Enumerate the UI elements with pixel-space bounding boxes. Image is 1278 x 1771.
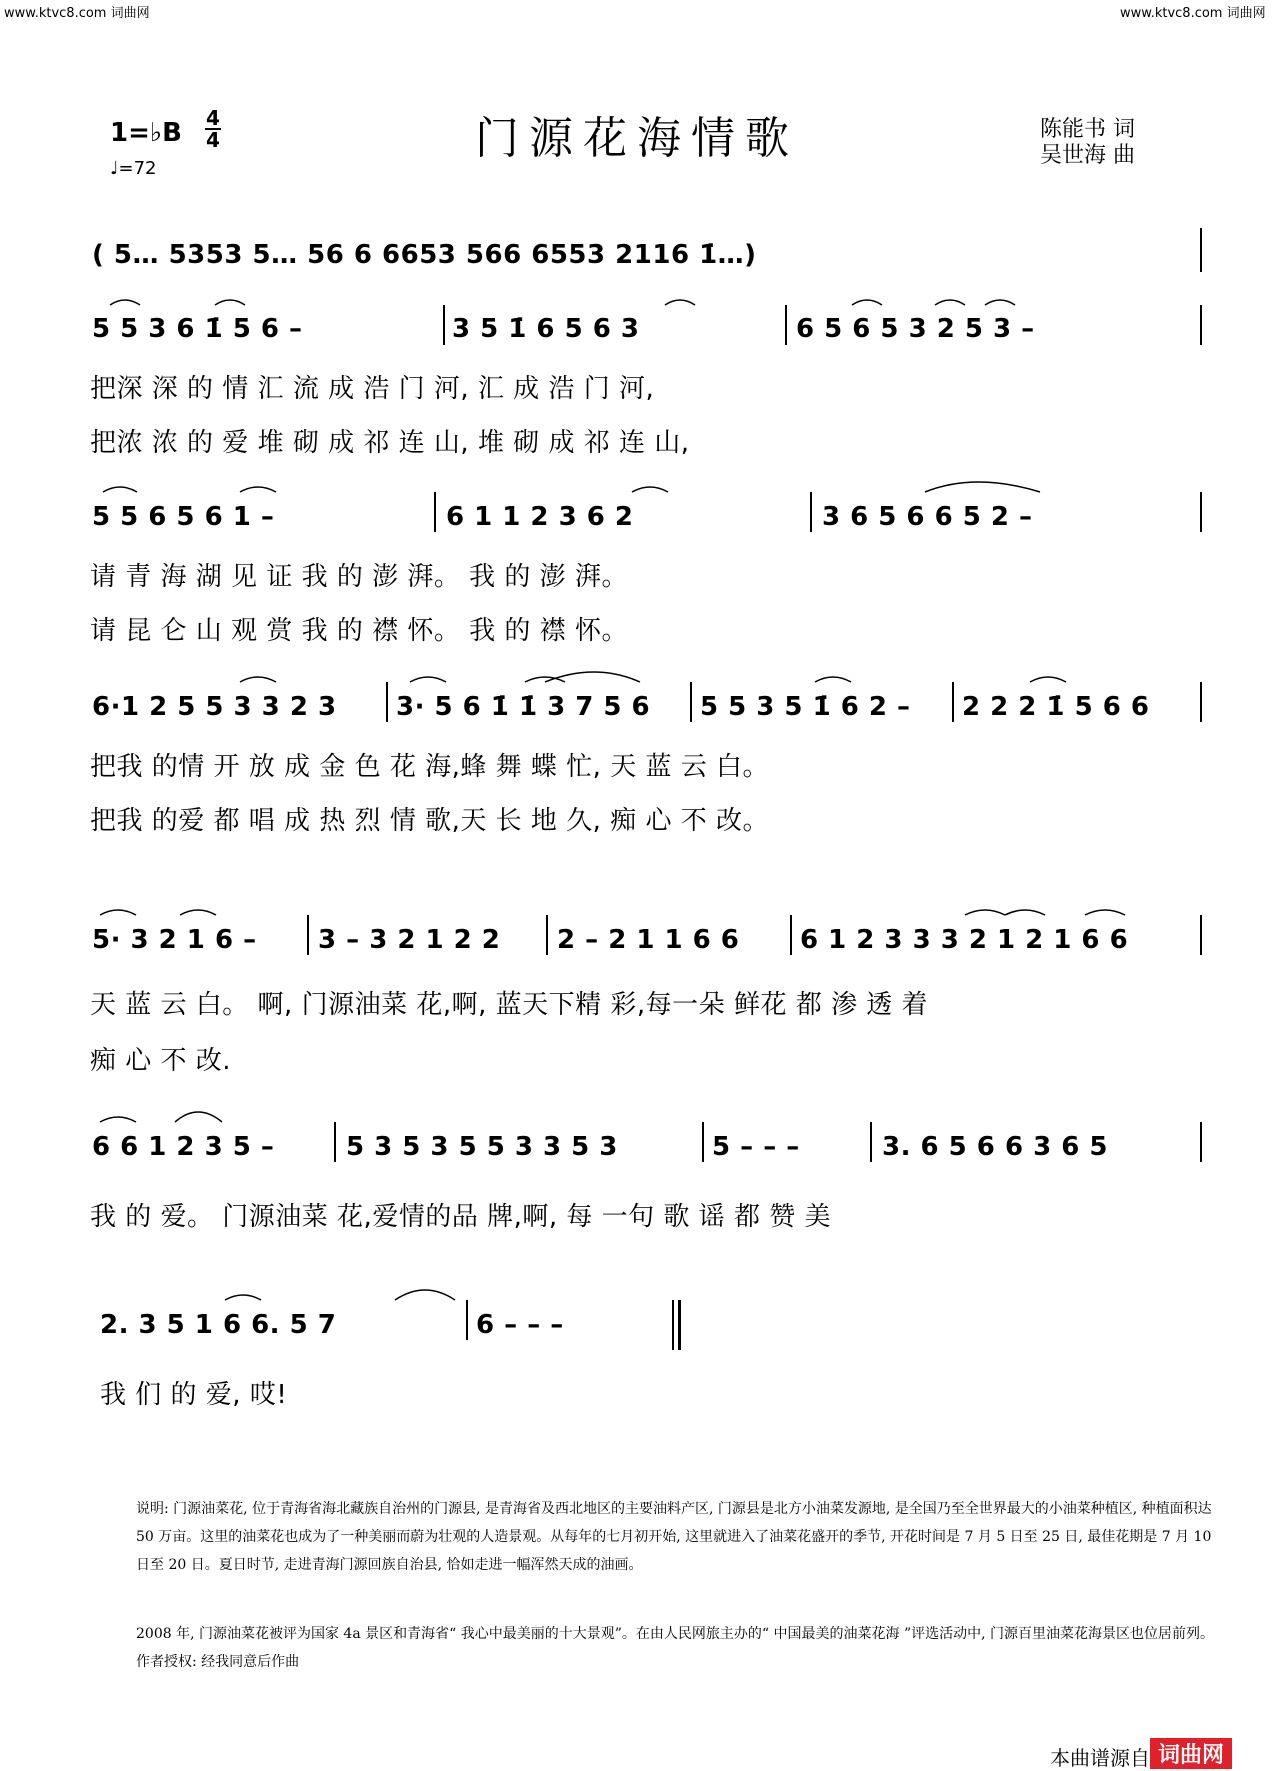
song-title: 门源花海情歌	[475, 113, 799, 164]
lyrics-line-4-verse-2: 痴 心 不 改.	[90, 1046, 232, 1076]
slur	[1085, 910, 1125, 915]
intro-line: ( 5… 5353 5… 56 6 6653 566 6553 2116 1̇…)	[92, 240, 757, 270]
lyrics-line-3-verse-1: 把我 的情 开 放 成 金 色 花 海,蜂 舞 蝶 忙, 天 蓝 云 白。	[90, 752, 769, 782]
footer-brand[interactable]: 词曲网	[1150, 1738, 1232, 1769]
score-line-4-m2: 3 – 3 2 1 2 2	[318, 925, 501, 955]
score-line-1-m3: 6 5 6 5 3 2 5 3 –	[796, 314, 1035, 344]
score-line-2-m1: 5 5 6 5 6 1 –	[92, 502, 275, 532]
slur	[1030, 677, 1066, 682]
score-line-6-m2: 6 – – –	[476, 1310, 564, 1340]
slur	[100, 1117, 136, 1122]
score-line-3-m3: 5 5 3 5 1̇ 6 2 –	[700, 692, 911, 722]
lyrics-line-5: 我 的 爱。 门源油菜 花,爱情的品 牌,啊, 每 一句 歌 谣 都 赞 美	[90, 1202, 831, 1232]
watermark-left: www.ktvc8.com 词曲网	[4, 6, 150, 21]
lyrics-line-3-verse-2: 把我 的爱 都 唱 成 热 烈 情 歌,天 长 地 久, 痴 心 不 改。	[90, 806, 769, 836]
score-line-2-m3: 3 6 5 6 6 5 2 –	[822, 502, 1033, 532]
slur	[240, 677, 276, 682]
slur	[852, 300, 882, 305]
slur	[665, 300, 695, 305]
score-line-4-m1: 5· 3 2 1 6 –	[92, 925, 257, 955]
score-line-3-m2: 3· 5 6 1̇ 1̇ 3 7 5 6	[396, 692, 651, 722]
score-line-5-m3: 5 – – –	[712, 1132, 800, 1162]
time-bottom: 4	[206, 128, 220, 152]
slur	[395, 1290, 455, 1300]
slur	[1005, 910, 1045, 915]
slur	[935, 300, 965, 305]
tempo: ♩=72	[110, 158, 157, 179]
slur	[815, 677, 851, 682]
slur	[985, 300, 1015, 305]
score-line-4-m4: 6 1 2 3 3 3 2 1 2 1 6 6	[800, 925, 1129, 955]
score-line-5-m1: 6 6 1 2 3 5 –	[92, 1132, 275, 1162]
score-line-1-m2: 3 5 1̇ 6 5 6 3	[452, 314, 640, 344]
slur	[100, 910, 136, 915]
watermark-right: www.ktvc8.com 词曲网	[1120, 6, 1266, 21]
score-line-4-m3: 2 – 2 1 1 6 6	[557, 925, 740, 955]
score-line-1-m1: 5 5 3 6 1̇ 5 6 –	[92, 314, 303, 344]
slur	[175, 1112, 222, 1122]
footer-source: 本曲谱源自	[1050, 1746, 1150, 1770]
time-top: 4	[206, 106, 220, 130]
slur	[410, 677, 446, 682]
lyrics-line-6: 我 们 的 爱, 哎!	[100, 1380, 288, 1410]
note-paragraph-2: 2008 年, 门源油菜花被评为国家 4a 景区和青海省“ 我心中最美丽的十大景观”。在由人民网旅主办的“ 中国最美的油菜花海 ”评选活动中, 门源百里油菜花海景区也位居前列。 作者授权: 经我同意后作曲	[136, 1626, 1215, 1670]
score-line-3-m4: 2 2 2 1̇ 5 6 6	[962, 692, 1150, 722]
score-line-2-m2: 6 1 1 2 3 6 2	[446, 502, 634, 532]
slur	[632, 487, 668, 492]
lyrics-line-2-verse-1: 请 青 海 湖 见 证 我 的 澎 湃。 我 的 澎 湃。	[90, 562, 628, 592]
slur	[240, 487, 276, 492]
slur	[965, 910, 1005, 915]
score-line-5-m4: 3. 6 5 6 6 3 6 5	[882, 1132, 1108, 1162]
slur	[545, 672, 640, 682]
slur	[103, 487, 137, 492]
lyrics-line-2-verse-2: 请 昆 仑 山 观 赏 我 的 襟 怀。 我 的 襟 怀。	[90, 616, 628, 646]
note-paragraph-1: 说明: 门源油菜花, 位于青海省海北藏族自治州的门源县, 是青海省及西北地区的主要油料产区, 门源县是北方小油菜发源地, 是全国乃至全世界最大的小油菜种植区, 种植面积达 50 万亩。这里的油菜花也成为了一种美丽而蔚为壮观的人造景观。从每年的七月初开始, 这里就进入了油菜花盛开的季节, 开花时间是 7 月 5 日至 25 日, 最佳花期是 7 月 10 日至 20 日。夏日时节, 走进青海门源回族自治县, 恰如走进一幅浑然天成的油画。	[136, 1501, 1212, 1573]
slur	[225, 1295, 261, 1300]
slur	[215, 300, 245, 305]
score-line-6-m1: 2. 3 5 1 6 6. 5 7	[100, 1310, 337, 1340]
slur	[925, 482, 1040, 492]
slur	[110, 300, 140, 305]
lyrics-line-1-verse-1: 把深 深 的 情 汇 流 成 浩 门 河, 汇 成 浩 门 河,	[90, 374, 655, 404]
score-line-5-m2: 5 3 5 3 5 5 3 3 5 3	[346, 1132, 618, 1162]
key-signature: 1=♭B	[110, 118, 182, 148]
lyrics-line-1-verse-2: 把浓 浓 的 爱 堆 砌 成 祁 连 山, 堆 砌 成 祁 连 山,	[90, 428, 690, 458]
lyricist: 陈能书 词	[1040, 117, 1135, 142]
composer: 吴世海 曲	[1040, 143, 1135, 168]
slur	[180, 910, 216, 915]
lyrics-line-4-verse-1: 天 蓝 云 白。 啊, 门源油菜 花,啊, 蓝天下精 彩,每一朵 鲜花 都 渗 透 着	[90, 990, 928, 1020]
score-line-3-m1: 6·1 2 5 5 3 3 2 3	[92, 692, 337, 722]
